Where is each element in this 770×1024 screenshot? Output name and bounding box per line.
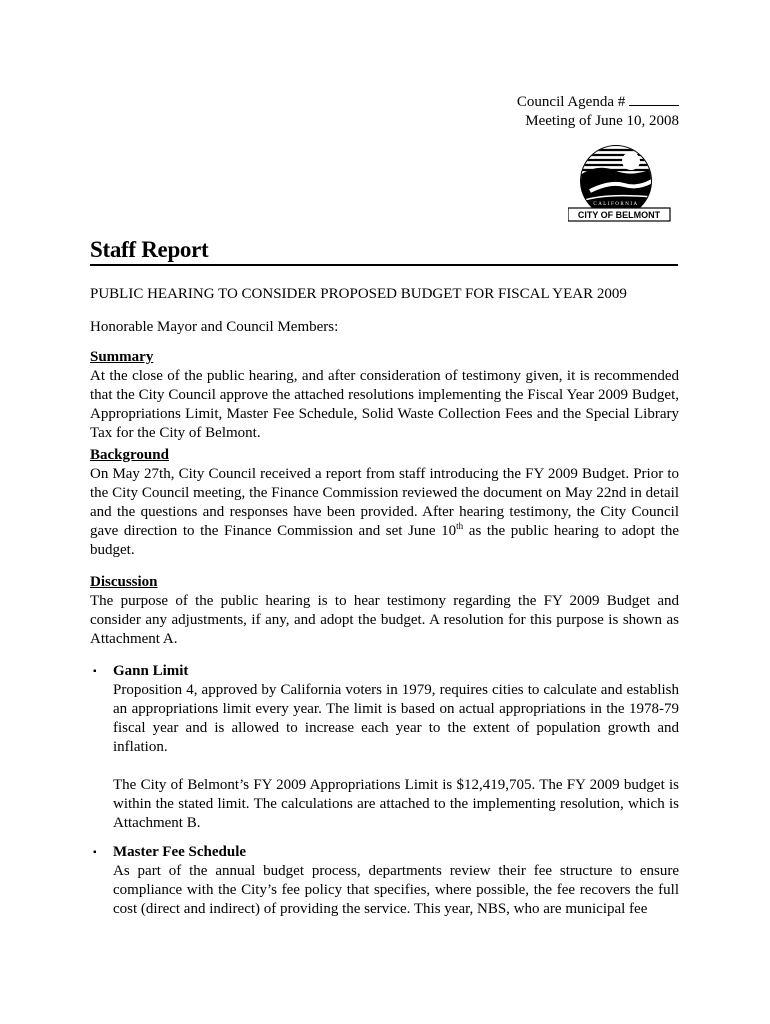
- master-fee-schedule-item: [113, 843, 679, 919]
- background-heading: Background: [90, 447, 169, 463]
- background-text: [90, 465, 679, 560]
- meeting-date: Meeting of June 10, 2008: [525, 113, 679, 129]
- gann-limit-title: Gann Limit: [113, 663, 189, 679]
- background-section: [90, 446, 679, 560]
- summary-text: At the close of the public hearing, and after consideration of testimony given, it is recommended that the City Council approve the attached resolutions implementing the Fiscal Year 2009 Budget, Appropriations Limit, Master Fee Schedule, Solid Waste Collection Fees and the Special Library Tax for the City of Belmont.: [90, 368, 679, 441]
- background-superscript: th: [456, 521, 464, 531]
- seal-state-text: CALIFORNIA: [593, 202, 639, 207]
- summary-heading: Summary: [90, 349, 154, 365]
- report-subject: PUBLIC HEARING TO CONSIDER PROPOSED BUDGET FOR FISCAL YEAR 2009: [90, 286, 627, 302]
- background-text-main: On May 27th, City Council received a report from staff introducing the FY 2009 Budget. Prior to the City Council meeting, the Finance Commission reviewed the document on May 22nd in detail and the questions and responses have been provided. After hearing testimony, the City Council gave direction to the Finance Commission and set June 10: [90, 466, 679, 539]
- sun-icon: [622, 152, 640, 170]
- master-fee-schedule-paragraph: As part of the annual budget process, departments review their fee structure to ensure compliance with the City’s fee policy that specifies, where possible, the fee recovers the full cost (direct and indirect) of providing the service. This year, NBS, who are municipal fee: [113, 863, 679, 917]
- page-title: Staff Report: [90, 236, 678, 266]
- gann-limit-paragraph-2: The City of Belmont’s FY 2009 Appropriations Limit is $12,419,705. The FY 2009 budget is within the stated limit. The calculations are attached to the implementing resolution, which is Attachment B.: [113, 777, 679, 831]
- background-text-end: as the public hearing to adopt the budget.: [90, 523, 679, 558]
- city-of-belmont-seal: [568, 141, 672, 227]
- discussion-heading: Discussion: [90, 574, 158, 590]
- gann-limit-item: [113, 662, 679, 833]
- agenda-number-blank: [629, 93, 679, 106]
- summary-section: [90, 348, 679, 443]
- discussion-section: [90, 573, 679, 649]
- master-fee-schedule-title: Master Fee Schedule: [113, 844, 247, 860]
- bullet-icon: ▪: [93, 666, 97, 677]
- seal-city-text: CITY OF BELMONT: [577, 210, 661, 220]
- agenda-number-line: [517, 93, 679, 112]
- bullet-icon: ▪: [93, 847, 97, 858]
- salutation: Honorable Mayor and Council Members:: [90, 319, 339, 335]
- agenda-label: Council Agenda #: [516, 94, 626, 110]
- discussion-text: The purpose of the public hearing is to hear testimony regarding the FY 2009 Budget and consider any adjustments, if any, and adopt the budget. A resolution for this purpose is shown as Attachment A.: [90, 593, 679, 647]
- report-header: [517, 93, 679, 131]
- gann-limit-paragraph-1: Proposition 4, approved by California voters in 1979, requires cities to calculate and establish an appropriations limit every year. The limit is based on actual appropriations in the 1978-79 fiscal year and is allowed to increase each year to the extent of population growth and inflation.: [113, 682, 679, 755]
